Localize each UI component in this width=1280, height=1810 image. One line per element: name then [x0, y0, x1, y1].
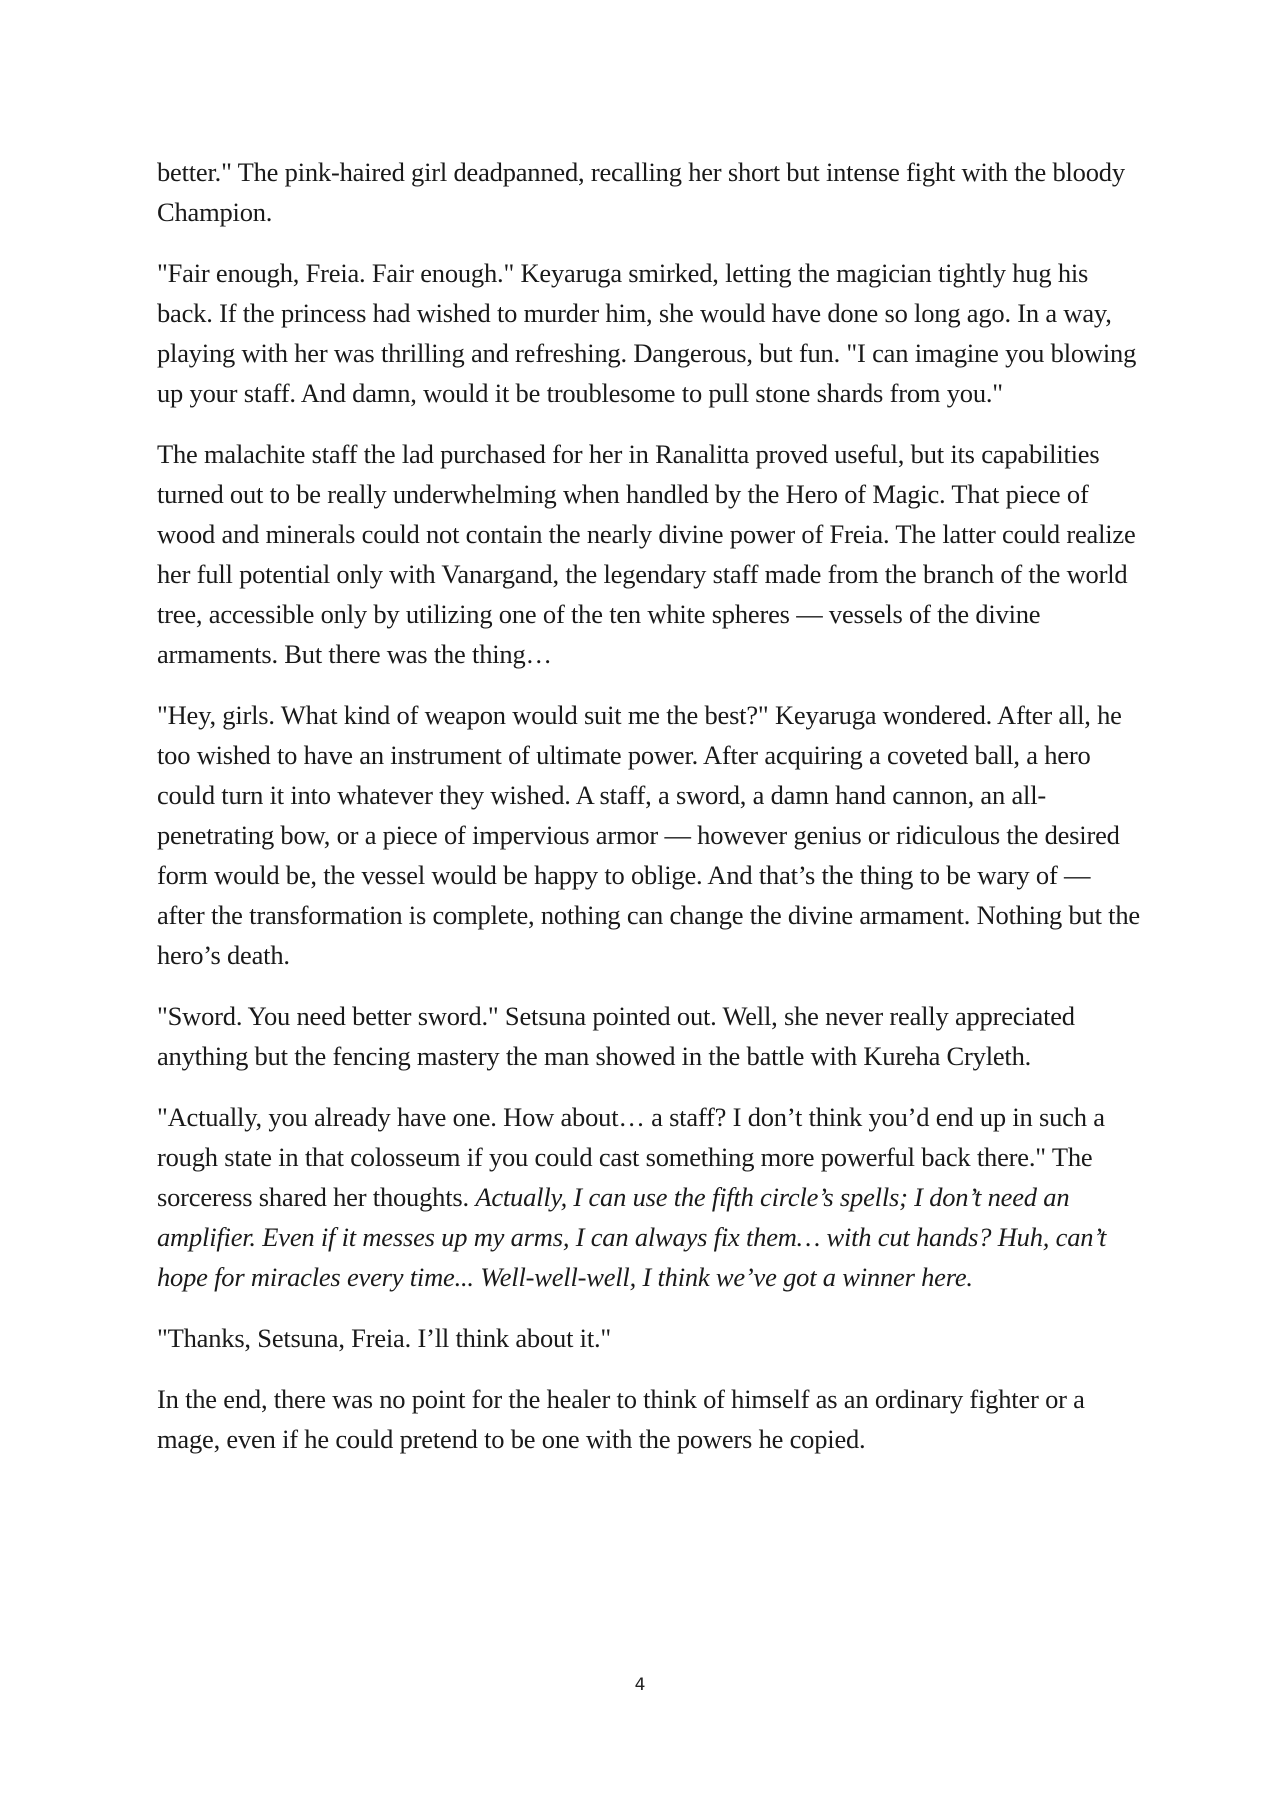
paragraph: better." The pink-haired girl deadpanned, recalling her short but intense fight with the bloody Champion.: [157, 157, 1125, 227]
paragraph-text: "Actually, you already have one. How about… a staff? I don’t think you’d end up in such a rough state in that colosseum if you could cast something more powerful back there." The sorceress shared her thoughts.: [157, 1102, 1105, 1212]
inner-thought-italic: Actually, I can use the fifth circle’s spells; I don’t need an amplifier. Even if it messes up my arms, I can always fix them… with cut hands? Huh, can’t hope for miracles every time... Well-well-well, I think we’ve got a winner here.: [157, 1182, 1107, 1292]
page-number: 4: [634, 1675, 646, 1695]
paragraph: In the end, there was no point for the healer to think of himself as an ordinary fighter or a mage, even if he could pretend to be one with the powers he copied.: [157, 1384, 1085, 1454]
paragraph: "Sword. You need better sword." Setsuna pointed out. Well, she never really appreciated anything but the fencing mastery the man showed in the battle with Kureha Cryleth.: [157, 1001, 1075, 1071]
document-body: [157, 152, 1142, 1480]
paragraph: "Fair enough, Freia. Fair enough." Keyaruga smirked, letting the magician tightly hug his back. If the princess had wished to murder him, she would have done so long ago. In a way, playing with her was thrilling and refreshing. Dangerous, but fun. "I can imagine you blowing up your staff. And damn, would it be troublesome to pull stone shards from you.": [157, 258, 1137, 408]
paragraph: "Hey, girls. What kind of weapon would suit me the best?" Keyaruga wondered. After all, he too wished to have an instrument of ultimate power. After acquiring a coveted ball, a hero could turn it into whatever they wished. A staff, a sword, a damn hand cannon, an all-penetrating bow, or a piece of impervious armor — however genius or ridiculous the desired form would be, the vessel would be happy to oblige. And that’s the thing to be wary of — after the transformation is complete, nothing can change the divine armament. Nothing but the hero’s death.: [157, 700, 1140, 970]
paragraph: "Thanks, Setsuna, Freia. I’ll think about it.": [157, 1323, 612, 1353]
paragraph: The malachite staff the lad purchased for her in Ranalitta proved useful, but its capabilities turned out to be really underwhelming when handled by the Hero of Magic. That piece of wood and minerals could not contain the nearly divine power of Freia. The latter could realize her full potential only with Vanargand, the legendary staff made from the branch of the world tree, accessible only by utilizing one of the ten white spheres — vessels of the divine armaments. But there was the thing…: [157, 439, 1136, 669]
paragraph: [157, 1097, 1142, 1297]
